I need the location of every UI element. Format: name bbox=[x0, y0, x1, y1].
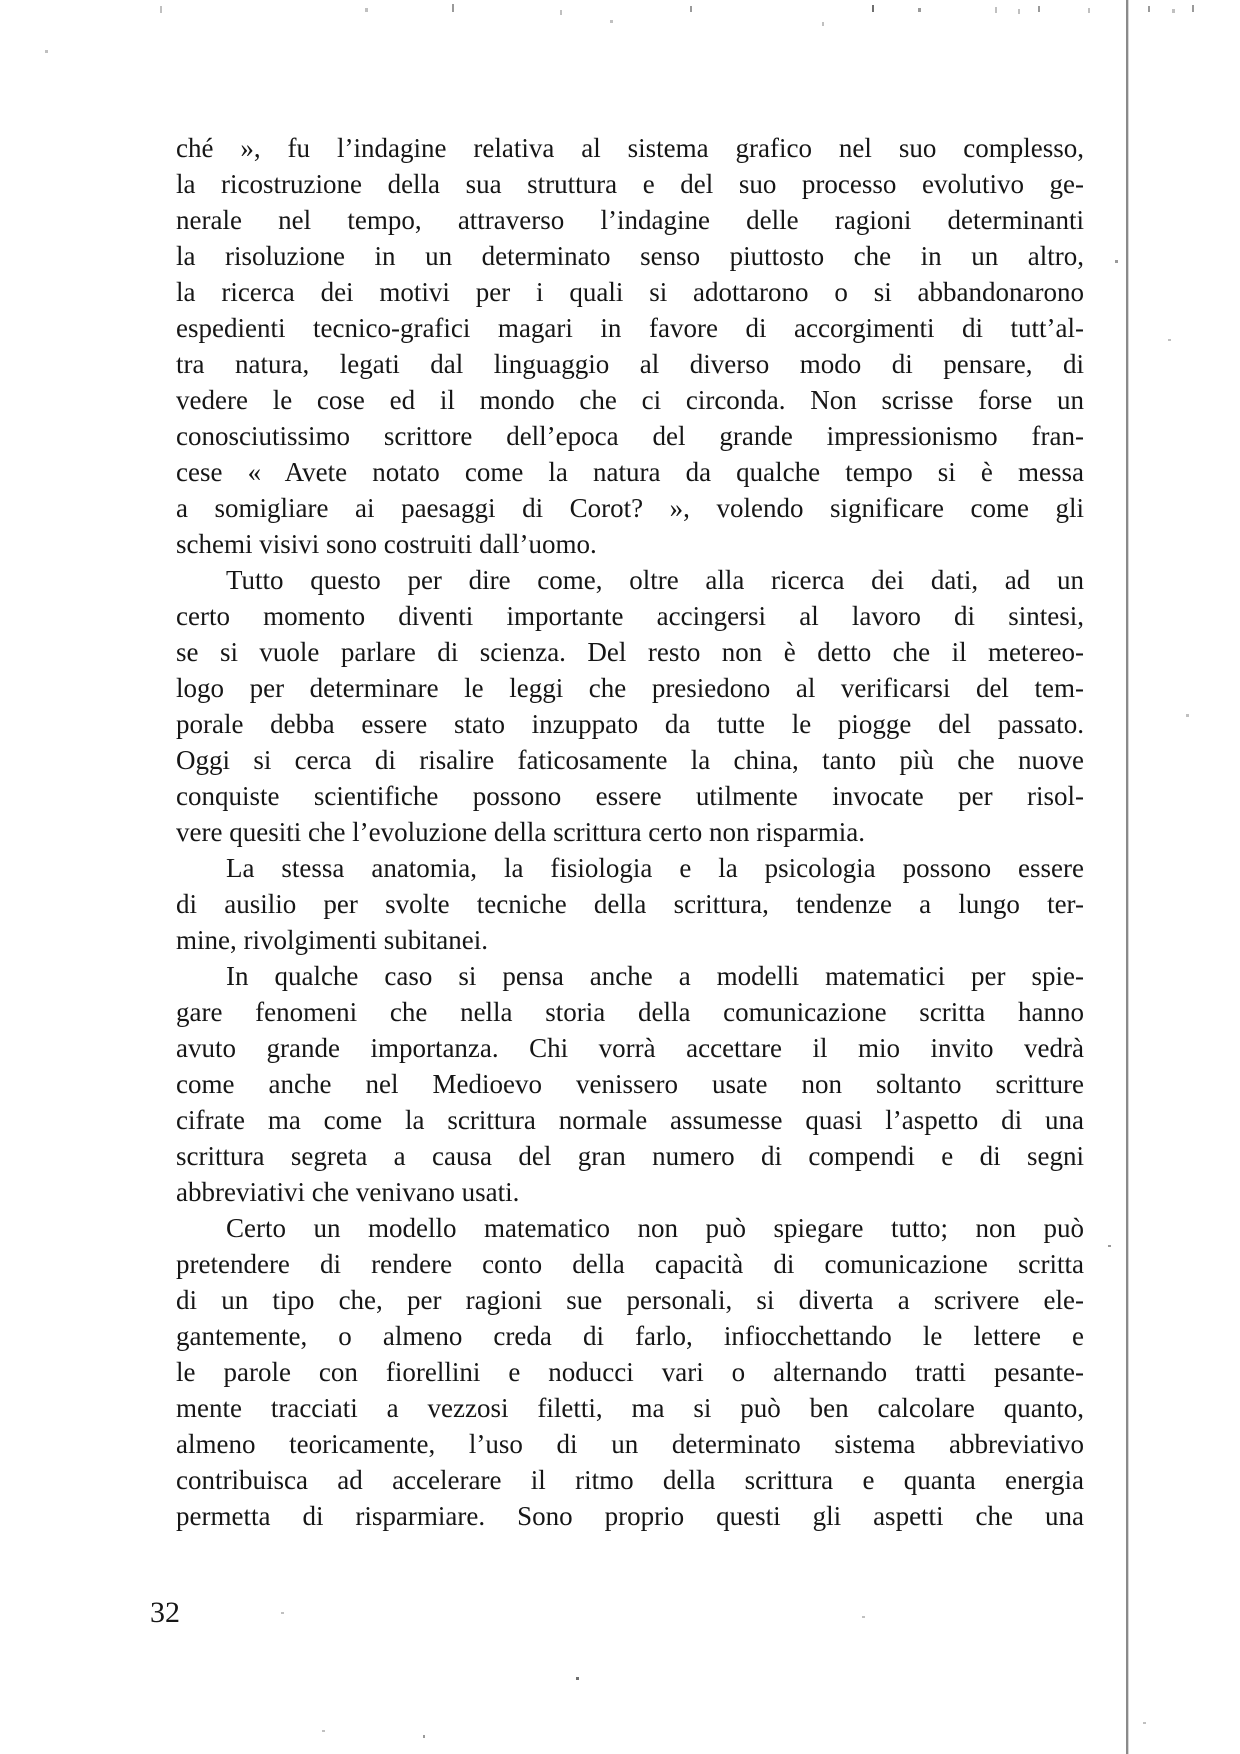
text-line: nerale nel tempo, attraverso l’indagine delle ragioni determinanti bbox=[176, 205, 1084, 235]
text-line: abbreviativi che venivano usati. bbox=[176, 1177, 520, 1207]
scan-speckle bbox=[452, 4, 454, 12]
text-line: espedienti tecnico-grafici magari in favore di accorgimenti di tutt’al- bbox=[176, 313, 1084, 343]
body-text-block bbox=[176, 130, 1084, 1534]
scan-speckle bbox=[1018, 9, 1020, 14]
scan-speckle bbox=[1108, 1245, 1111, 1247]
text-line: cese « Avete notato come la natura da qualche tempo si è messa bbox=[176, 457, 1084, 487]
text-line: di un tipo che, per ragioni sue personali, si diverta a scrivere ele- bbox=[176, 1285, 1084, 1315]
scan-speckle bbox=[1186, 714, 1189, 717]
text-line: tra natura, legati dal linguaggio al diverso modo di pensare, di bbox=[176, 349, 1084, 379]
text-line: Tutto questo per dire come, oltre alla ricerca dei dati, ad un bbox=[226, 565, 1084, 595]
text-line: la risoluzione in un determinato senso piuttosto che in un altro, bbox=[176, 241, 1084, 271]
text-line: schemi visivi sono costruiti dall’uomo. bbox=[176, 529, 597, 559]
text-line: mine, rivolgimenti subitanei. bbox=[176, 925, 488, 955]
scan-speckle bbox=[1192, 5, 1194, 12]
text-line: La stessa anatomia, la fisiologia e la psicologia possono essere bbox=[226, 853, 1084, 883]
scan-speckle bbox=[45, 50, 48, 53]
scan-speckle bbox=[281, 1612, 284, 1614]
text-line: avuto grande importanza. Chi vorrà accettare il mio invito vedrà bbox=[176, 1033, 1084, 1063]
text-line: le parole con fiorellini e noducci vari o alternando tratti pesante- bbox=[176, 1357, 1084, 1387]
text-line: ché », fu l’indagine relativa al sistema grafico nel suo complesso, bbox=[176, 133, 1084, 163]
scan-speckle bbox=[822, 22, 824, 26]
scan-speckle bbox=[560, 10, 562, 15]
scan-speckle bbox=[1115, 260, 1118, 263]
text-line: gantemente, o almeno creda di farlo, infiocchettando le lettere e bbox=[176, 1321, 1084, 1351]
text-line: Certo un modello matematico non può spiegare tutto; non può bbox=[226, 1213, 1084, 1243]
scan-speckle bbox=[1088, 8, 1090, 13]
text-line: mente tracciati a vezzosi filetti, ma si può ben calcolare quanto, bbox=[176, 1393, 1084, 1423]
scan-speckle bbox=[872, 5, 874, 12]
scan-speckle bbox=[918, 8, 921, 12]
text-line: Oggi si cerca di risalire faticosamente la china, tanto più che nuove bbox=[176, 745, 1084, 775]
scan-speckle bbox=[690, 6, 692, 12]
text-line: almeno teoricamente, l’uso di un determinato sistema abbreviativo bbox=[176, 1429, 1084, 1459]
scan-speckle bbox=[160, 6, 162, 13]
page-number: 32 bbox=[150, 1596, 180, 1629]
text-line: la ricostruzione della sua struttura e del suo processo evolutivo ge- bbox=[176, 169, 1084, 199]
text-line: permetta di risparmiare. Sono proprio questi gli aspetti che una bbox=[176, 1501, 1084, 1531]
text-line: la ricerca dei motivi per i quali si adottarono o si abbandonarono bbox=[176, 277, 1084, 307]
scan-speckle bbox=[322, 1730, 325, 1732]
text-line: scrittura segreta a causa del gran numero di compendi e di segni bbox=[176, 1141, 1084, 1171]
text-line: contribuisca ad accelerare il ritmo della scrittura e quanta energia bbox=[176, 1465, 1084, 1495]
text-line: come anche nel Medioevo venissero usate non soltanto scritture bbox=[176, 1069, 1084, 1099]
text-line: logo per determinare le leggi che presiedono al verificarsi del tem- bbox=[176, 673, 1084, 703]
scan-speckle bbox=[1038, 6, 1040, 12]
text-line: certo momento diventi importante accingersi al lavoro di sintesi, bbox=[176, 601, 1084, 631]
text-line: vere quesiti che l’evoluzione della scrittura certo non risparmia. bbox=[176, 817, 865, 847]
text-line: di ausilio per svolte tecniche della scrittura, tendenze a lungo ter- bbox=[176, 889, 1084, 919]
text-line: In qualche caso si pensa anche a modelli matematici per spie- bbox=[226, 961, 1084, 991]
text-line: cifrate ma come la scrittura normale assumesse quasi l’aspetto di una bbox=[176, 1105, 1084, 1135]
scan-speckle bbox=[995, 7, 997, 13]
text-line: a somigliare ai paesaggi di Corot? », volendo significare come gli bbox=[176, 493, 1084, 523]
scan-speckle bbox=[610, 20, 613, 23]
text-line: conosciutissimo scrittore dell’epoca del grande impressionismo fran- bbox=[176, 421, 1084, 451]
scan-speckle bbox=[1168, 339, 1171, 341]
scan-speckle bbox=[1148, 6, 1150, 12]
scan-speckle bbox=[1172, 9, 1175, 13]
scan-speckle bbox=[365, 8, 368, 12]
text-line: gare fenomeni che nella storia della comunicazione scritta hanno bbox=[176, 997, 1084, 1027]
scan-speckle bbox=[576, 1677, 579, 1680]
scan-speckle bbox=[862, 1616, 865, 1618]
scan-speckle bbox=[423, 1735, 425, 1738]
text-line: se si vuole parlare di scienza. Del resto non è detto che il metereo- bbox=[176, 637, 1084, 667]
scan-edge-line bbox=[1126, 0, 1128, 1754]
scan-speckle bbox=[1143, 1722, 1146, 1724]
text-line: vedere le cose ed il mondo che ci circonda. Non scrisse forse un bbox=[176, 385, 1084, 415]
text-line: pretendere di rendere conto della capacità di comunicazione scritta bbox=[176, 1249, 1084, 1279]
text-line: conquiste scientifiche possono essere utilmente invocate per risol- bbox=[176, 781, 1084, 811]
text-line: porale debba essere stato inzuppato da tutte le piogge del passato. bbox=[176, 709, 1084, 739]
